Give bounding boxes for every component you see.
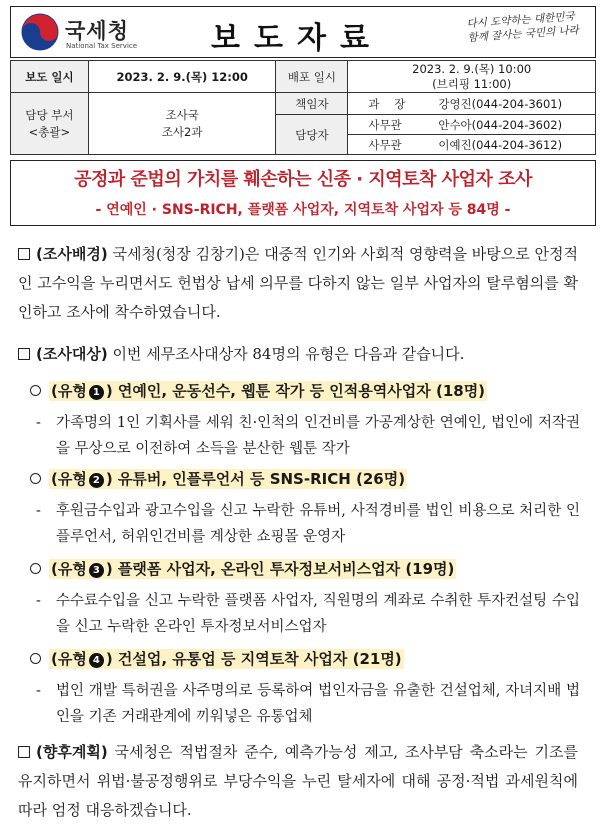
resp-title: 과 장 xyxy=(368,96,406,111)
type-4-prefix: (유형 xyxy=(51,650,87,668)
staff1-person: 안수아(044-204-3602) xyxy=(438,117,563,132)
taegeuk-icon xyxy=(21,13,59,51)
nts-logo xyxy=(17,12,147,54)
dept-name: 조사국 xyxy=(165,107,199,122)
dept-sub: <총괄> xyxy=(28,124,71,139)
type-2-heading xyxy=(30,468,407,489)
type-3-detail: - 수수료수입을 신고 누락한 플랫폼 사업자, 직원명의 계좌로 수취한 투자컨설팅 수입을 신고 누락한 온라인 투자정보서비스업자 xyxy=(36,588,580,640)
target-paragraph xyxy=(18,340,578,369)
resp-person: 강영진(044-204-3601) xyxy=(438,96,563,111)
circle-bullet-icon xyxy=(30,385,41,396)
type-3-label: ) 플랫폼 사업자, 온라인 투자정보서비스업자 (19명) xyxy=(105,560,455,578)
report-date: 2023. 2. 9.(목) 12:00 xyxy=(88,61,276,93)
type-1-detail-text: 가족명의 1인 기획사를 세워 친·인척의 인건비를 가공계상한 연예인, 법인에 저작권을 무상으로 이전하여 소득을 분산한 웹툰 작가 xyxy=(56,415,580,457)
square-bullet-icon xyxy=(18,746,30,758)
type-4-detail: - 법인 개발 특허권을 사주명의로 등록하여 법인자금을 유출한 건설업체, 자녀지배 법인을 기존 거래관계에 끼워넣은 유통업체 xyxy=(36,678,580,730)
type-1-label: ) 연예인, 운동선수, 웹툰 작가 등 인적용역사업자 (18명) xyxy=(105,382,486,400)
type-2-highlight xyxy=(49,469,407,489)
info-table xyxy=(10,60,596,155)
background-paragraph xyxy=(18,240,578,327)
type-4-highlight xyxy=(49,649,404,669)
headline-box xyxy=(10,160,596,226)
plan-text: 국세청은 적법절차 준수, 예측가능성 제고, 조사부담 축소라는 기조를 유지하면서 위법·불공정행위로 부당수익을 누린 탈세자에 대해 공정·적법 과세원칙에 따라 엄정 대응하겠습니다. xyxy=(18,743,578,819)
type-1-highlight xyxy=(49,381,487,401)
type-1-heading xyxy=(30,380,487,401)
slogan: 다시 도약하는 대한민국 함께 잘사는 국민의 나라 xyxy=(466,10,580,45)
circle-bullet-icon xyxy=(30,473,41,484)
type-4-detail-text: 법인 개발 특허권을 사주명의로 등록하여 법인자금을 유출한 건설업체, 자녀지배 법인을 기존 거래관계에 끼워넣은 유통업체 xyxy=(56,683,580,725)
plan-lead: (향후계획) xyxy=(36,743,108,761)
type-1-number: 1 xyxy=(89,385,104,400)
dept-label: 담당 부서 xyxy=(25,107,74,122)
type-3-prefix: (유형 xyxy=(51,560,87,578)
plan-paragraph xyxy=(18,738,578,825)
report-date-label: 보도 일시 xyxy=(11,61,89,93)
type-3-highlight xyxy=(49,559,456,579)
background-text: 국세청(청장 김창기)은 대중적 인기와 사회적 영향력을 바탕으로 안정적인 고수익을 누리면서도 헌법상 납세 의무를 다하지 않는 일부 사업자의 탈루혐의를 확인하고 조사에 착수하였습니다. xyxy=(18,245,578,321)
type-2-label: ) 유튜버, 인플루언서 등 SNS-RICH (26명) xyxy=(105,470,406,488)
staff1-title: 사무관 xyxy=(368,117,402,132)
target-lead: (조사대상) xyxy=(36,345,108,363)
type-1-detail: - 가족명의 1인 기획사를 세워 친·인척의 인건비를 가공계상한 연예인, 법인에 저작권을 무상으로 이전하여 소득을 분산한 웹툰 작가 xyxy=(36,410,580,462)
type-4-number: 4 xyxy=(89,653,104,668)
staff2-cell xyxy=(348,135,596,155)
type-2-number: 2 xyxy=(89,473,104,488)
staff1-cell xyxy=(348,115,596,135)
type-3-number: 3 xyxy=(89,563,104,578)
type-4-heading xyxy=(30,648,404,669)
square-bullet-icon xyxy=(18,248,30,260)
dist-date: 2023. 2. 9.(목) 10:00 xyxy=(412,61,532,76)
headline: 공정과 준법의 가치를 훼손하는 신종 · 지역토착 사업자 조사 xyxy=(74,169,532,190)
staff2-person: 이예진(044-204-3612) xyxy=(438,137,563,152)
target-text: 이번 세무조사대상자 84명의 유형은 다음과 같습니다. xyxy=(107,345,465,363)
subheadline: - 연예인 · SNS-RICH, 플랫폼 사업자, 지역토착 사업자 등 84명 - xyxy=(95,202,511,218)
dist-date-label: 배포 일시 xyxy=(276,61,348,93)
background-lead: (조사배경) xyxy=(36,245,108,263)
type-1-prefix: (유형 xyxy=(51,382,87,400)
logo-subtitle: National Tax Service xyxy=(66,42,138,50)
dist-date-cell xyxy=(348,61,596,93)
press-release-title: 보도자료 xyxy=(211,21,383,56)
dept-label-cell xyxy=(11,93,89,155)
circle-bullet-icon xyxy=(30,563,41,574)
dept-team: 조사2과 xyxy=(161,124,203,139)
circle-bullet-icon xyxy=(30,653,41,664)
logo-name: 국세청 xyxy=(65,19,129,43)
dept-name-cell xyxy=(88,93,276,155)
press-release-header xyxy=(10,6,596,58)
type-2-detail-text: 후원금수입과 광고수입을 신고 누락한 유튜버, 사적경비를 법인 비용으로 처리한 인플루언서, 허위인건비를 계상한 쇼핑몰 운영자 xyxy=(56,503,580,545)
resp-label: 책임자 xyxy=(276,93,348,115)
type-3-detail-text: 수수료수입을 신고 누락한 플랫폼 사업자, 직원명의 계좌로 수취한 투자컨설팅 수입을 신고 누락한 온라인 투자정보서비스업자 xyxy=(56,593,580,635)
type-4-label: ) 건설업, 유통업 등 지역토착 사업자 (21명) xyxy=(105,650,402,668)
type-2-detail: - 후원금수입과 광고수입을 신고 누락한 유튜버, 사적경비를 법인 비용으로 처리한 인플루언서, 허위인건비를 계상한 쇼핑몰 운영자 xyxy=(36,498,580,550)
briefing-time: (브리핑 11:00) xyxy=(432,76,512,91)
staff2-title: 사무관 xyxy=(368,137,402,152)
type-3-heading xyxy=(30,558,456,579)
type-2-prefix: (유형 xyxy=(51,470,87,488)
contact-label: 담당자 xyxy=(276,115,348,155)
square-bullet-icon xyxy=(18,348,30,360)
resp-cell xyxy=(348,93,596,115)
